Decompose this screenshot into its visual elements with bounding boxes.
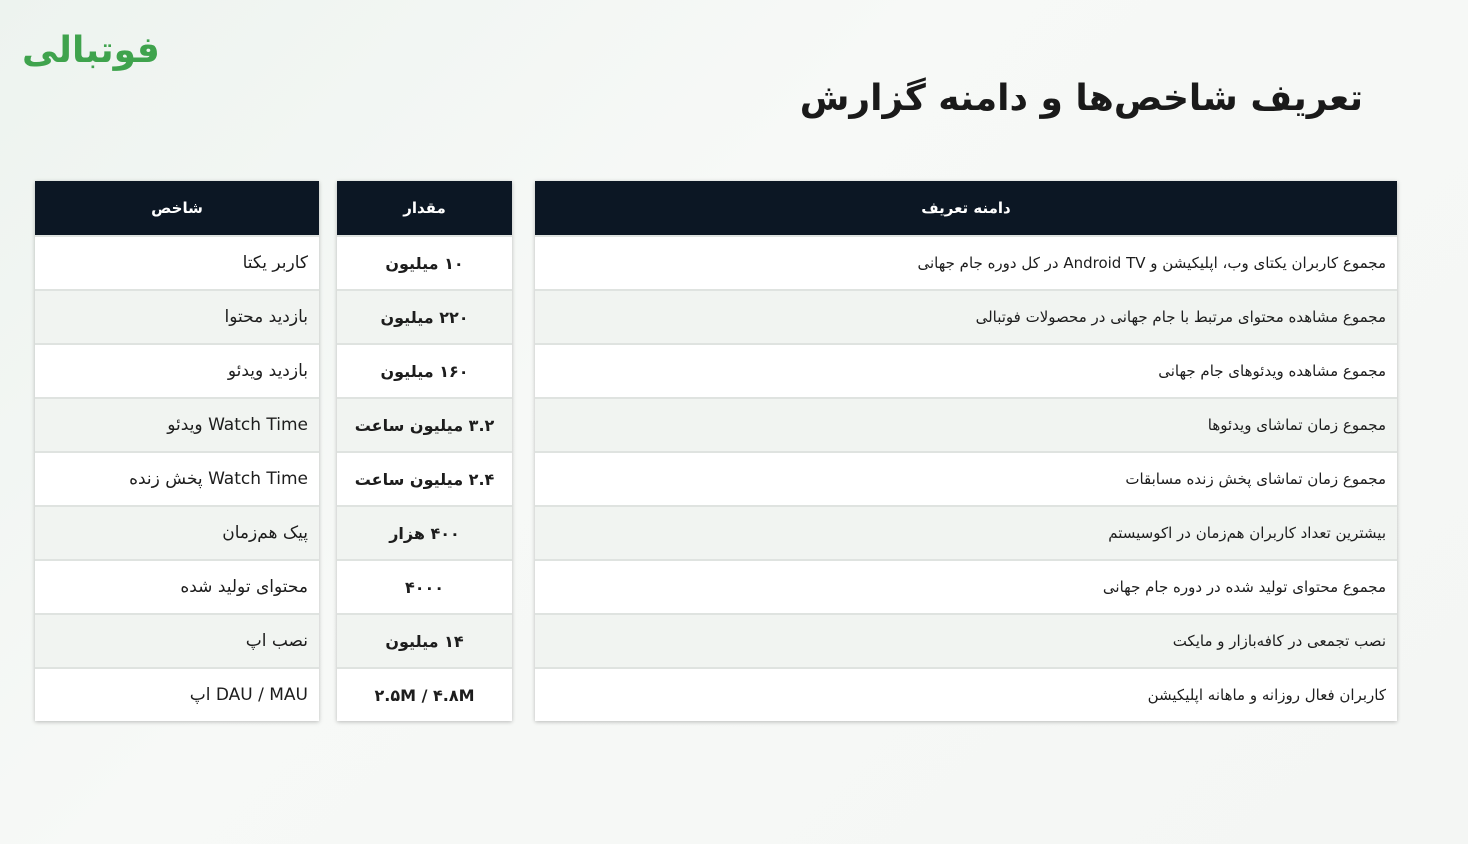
metric-cell: نصب اپ xyxy=(35,613,319,667)
value-cell: ۳.۲ میلیون ساعت xyxy=(337,397,512,451)
metric-header: شاخص xyxy=(35,181,319,235)
metric-cell: DAU / MAU اپ xyxy=(35,667,319,721)
value-cell: ۱۶۰ میلیون xyxy=(337,343,512,397)
value-cell: ۱۴ میلیون xyxy=(337,613,512,667)
metric-cell: بازدید محتوا xyxy=(35,289,319,343)
metric-cell: محتوای تولید شده xyxy=(35,559,319,613)
definition-cell: کاربران فعال روزانه و ماهانه اپلیکیشن xyxy=(535,667,1397,721)
definition-header: دامنه تعریف xyxy=(535,181,1397,235)
brand-logo: فوتبالی xyxy=(22,30,160,71)
value-cell: ۲۲۰ میلیون xyxy=(337,289,512,343)
value-cell: ۴۰۰ هزار xyxy=(337,505,512,559)
value-cell: ۱۰ میلیون xyxy=(337,235,512,289)
definition-cell: مجموع زمان تماشای ویدئوها xyxy=(535,397,1397,451)
metric-column xyxy=(35,181,319,721)
definition-cell: مجموع مشاهده ویدئوهای جام جهانی xyxy=(535,343,1397,397)
definition-cell: مجموع زمان تماشای پخش زنده مسابقات xyxy=(535,451,1397,505)
definition-cell: مجموع محتوای تولید شده در دوره جام جهانی xyxy=(535,559,1397,613)
value-column xyxy=(337,181,512,721)
definition-column xyxy=(535,181,1397,721)
definition-cell: بیشترین تعداد کاربران هم‌زمان در اکوسیستم xyxy=(535,505,1397,559)
metric-cell: Watch Time ویدئو xyxy=(35,397,319,451)
definition-cell: نصب تجمعی در کافه‌بازار و مایکت xyxy=(535,613,1397,667)
metric-cell: کاربر یکتا xyxy=(35,235,319,289)
value-cell: ۲.۵M / ۴.۸M xyxy=(337,667,512,721)
metric-cell: پیک هم‌زمان xyxy=(35,505,319,559)
metric-cell: بازدید ویدئو xyxy=(35,343,319,397)
value-header: مقدار xyxy=(337,181,512,235)
metric-cell: Watch Time پخش زنده xyxy=(35,451,319,505)
definition-cell: مجموع مشاهده محتوای مرتبط با جام جهانی در محصولات فوتبالی xyxy=(535,289,1397,343)
definition-cell: مجموع کاربران یکتای وب، اپلیکیشن و Android TV در کل دوره جام جهانی xyxy=(535,235,1397,289)
value-cell: ۴۰۰۰ xyxy=(337,559,512,613)
value-cell: ۲.۴ میلیون ساعت xyxy=(337,451,512,505)
page-title: تعریف شاخص‌ها و دامنه گزارش xyxy=(799,78,1363,119)
